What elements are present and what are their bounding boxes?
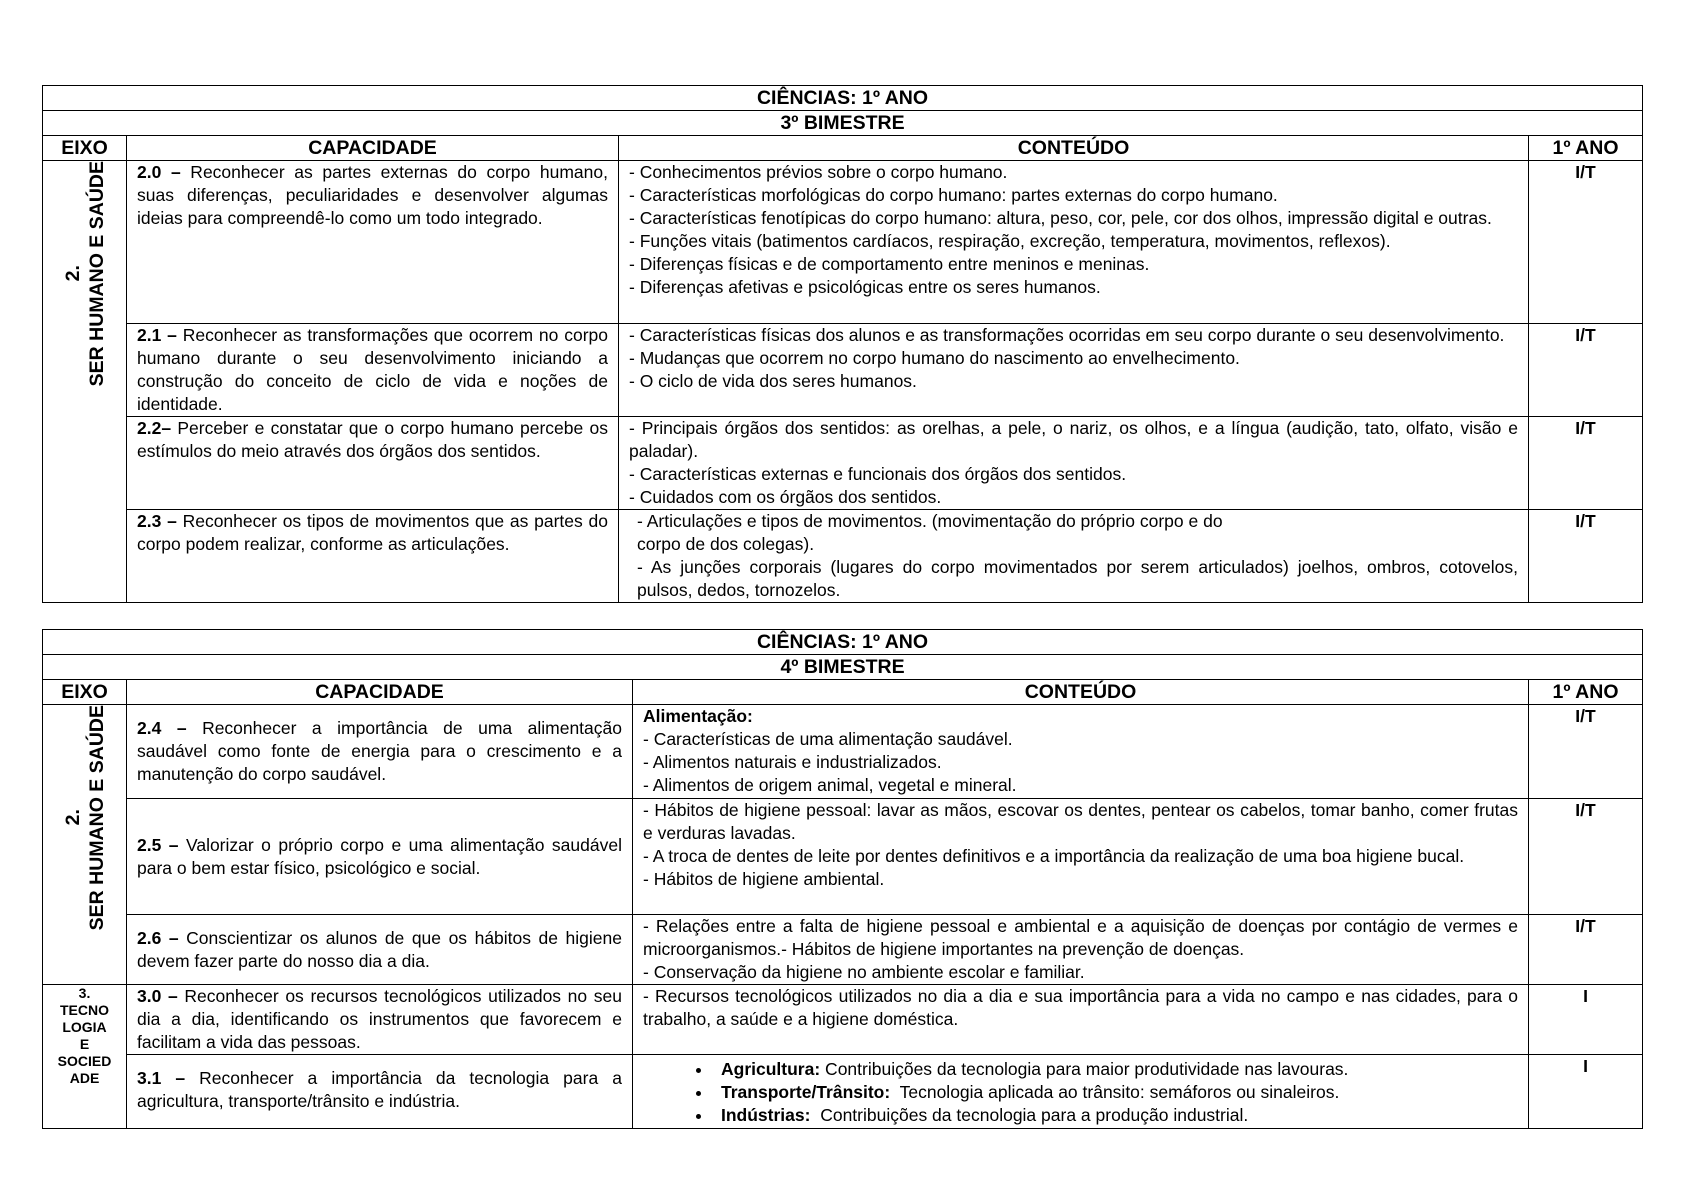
list-item: • Indústrias: Contribuições da tecnologia para a produção industrial.: [713, 1104, 1518, 1127]
header-eixo: EIXO: [43, 680, 127, 705]
content-cell: Alimentação: - Características de uma alimentação saudável. - Alimentos naturais e industrializados. - Alimentos de origem animal, vegetal e mineral.: [633, 705, 1529, 799]
header-eixo: EIXO: [43, 136, 127, 161]
content-cell: - Recursos tecnológicos utilizados no dia a dia e sua importância para a vida no campo e nas cidades, para o trabalho, a saúde e a higiene doméstica.: [633, 985, 1529, 1055]
list-item: • Transporte/Trânsito: Tecnologia aplicada ao trânsito: semáforos ou sinaleiros.: [713, 1081, 1518, 1104]
content-cell: - Articulações e tipos de movimentos. (movimentação do próprio corpo e do corpo de dos colegas). - As junções corporais (lugares do corpo movimentados por serem articulados) joelhos, ombros, cotovelos, pulsos, dedos, tornozelos.: [619, 510, 1529, 603]
bimester-title: 4º BIMESTRE: [43, 655, 1643, 680]
capacity-cell: 2.2– Perceber e constatar que o corpo humano percebe os estímulos do meio através dos órgãos dos sentidos.: [127, 417, 619, 510]
content-cell: - Características físicas dos alunos e as transformações ocorridas em seu corpo durante o seu desenvolvimento. - Mudanças que ocorrem no corpo humano do nascimento ao envelhecimento. - O ciclo de vida dos seres humanos.: [619, 324, 1529, 417]
capacity-cell: 2.1 – Reconhecer as transformações que ocorrem no corpo humano durante o seu desenvolvimento iniciando a construção do conceito de ciclo de vida e noções de identidade.: [127, 324, 619, 417]
axis-label: 2. SER HUMANO E SAÚDE: [61, 161, 108, 387]
table-title: CIÊNCIAS: 1º ANO: [43, 630, 1643, 655]
axis-cell-technology: 3. TECNO LOGIA E SOCIED ADE: [43, 985, 127, 1129]
curriculum-table-3rd-bimester: [42, 85, 1643, 603]
axis-cell: [43, 705, 127, 985]
technology-bullet-list: [643, 1058, 1518, 1127]
bimester-title: 3º BIMESTRE: [43, 111, 1643, 136]
capacity-cell: 2.4 – Reconhecer a importância de uma alimentação saudável como fonte de energia para o crescimento e a manutenção do corpo saudável.: [127, 705, 633, 799]
capacity-cell: 3.0 – Reconhecer os recursos tecnológicos utilizados no seu dia a dia, identificando os instrumentos que favorecem e facilitam a vida das pessoas.: [127, 985, 633, 1055]
level-cell: I/T: [1529, 324, 1643, 417]
header-ano: 1º ANO: [1529, 136, 1643, 161]
content-cell: - Hábitos de higiene pessoal: lavar as mãos, escovar os dentes, pentear os cabelos, tomar banho, comer frutas e verduras lavadas. - A troca de dentes de leite por dentes definitivos e a importância da realização de uma boa higiene bucal. - Hábitos de higiene ambiental.: [633, 799, 1529, 915]
capacity-cell: 2.0 – Reconhecer as partes externas do corpo humano, suas diferenças, peculiaridades e desenvolver algumas ideias para compreendê-lo como um todo integrado.: [127, 161, 619, 324]
capacity-cell: 2.3 – Reconhecer os tipos de movimentos que as partes do corpo podem realizar, conforme as articulações.: [127, 510, 619, 603]
table-title: CIÊNCIAS: 1º ANO: [43, 86, 1643, 111]
level-cell: I/T: [1529, 417, 1643, 510]
header-capacidade: CAPACIDADE: [127, 136, 619, 161]
header-capacidade: CAPACIDADE: [127, 680, 633, 705]
level-cell: I/T: [1529, 705, 1643, 799]
level-cell: I: [1529, 1055, 1643, 1129]
level-cell: I/T: [1529, 799, 1643, 915]
curriculum-table-4th-bimester: [42, 629, 1643, 1129]
level-cell: I/T: [1529, 161, 1643, 324]
content-cell: [633, 1055, 1529, 1129]
list-item: • Agricultura: Contribuições da tecnologia para maior produtividade nas lavouras.: [713, 1058, 1518, 1081]
content-cell: - Relações entre a falta de higiene pessoal e ambiental e a aquisição de doenças por contágio de vermes e microorganismos.- Hábitos de higiene importantes na prevenção de doenças. - Conservação da higiene no ambiente escolar e familiar.: [633, 915, 1529, 985]
header-ano: 1º ANO: [1529, 680, 1643, 705]
level-cell: I/T: [1529, 915, 1643, 985]
header-conteudo: CONTEÚDO: [619, 136, 1529, 161]
capacity-cell: 2.6 – Conscientizar os alunos de que os hábitos de higiene devem fazer parte do nosso dia a dia.: [127, 915, 633, 985]
level-cell: I/T: [1529, 510, 1643, 603]
capacity-cell: 2.5 – Valorizar o próprio corpo e uma alimentação saudável para o bem estar físico, psicológico e social.: [127, 799, 633, 915]
content-cell: - Conhecimentos prévios sobre o corpo humano. - Características morfológicas do corpo humano: partes externas do corpo humano. - Características fenotípicas do corpo humano: altura, peso, cor, pele, cor dos olhos, impressão digital e outras. - Funções vitais (batimentos cardíacos, respiração, excreção, temperatura, movimentos, reflexos). - Diferenças físicas e de comportamento entre meninos e meninas. - Diferenças afetivas e psicológicas entre os seres humanos.: [619, 161, 1529, 324]
capacity-cell: 3.1 – Reconhecer a importância da tecnologia para a agricultura, transporte/trânsito e indústria.: [127, 1055, 633, 1129]
level-cell: I: [1529, 985, 1643, 1055]
axis-cell: [43, 161, 127, 603]
axis-label: 2. SER HUMANO E SAÚDE: [61, 705, 108, 931]
content-cell: - Principais órgãos dos sentidos: as orelhas, a pele, o nariz, os olhos, e a língua (audição, tato, olfato, visão e paladar). - Características externas e funcionais dos órgãos dos sentidos. - Cuidados com os órgãos dos sentidos.: [619, 417, 1529, 510]
header-conteudo: CONTEÚDO: [633, 680, 1529, 705]
